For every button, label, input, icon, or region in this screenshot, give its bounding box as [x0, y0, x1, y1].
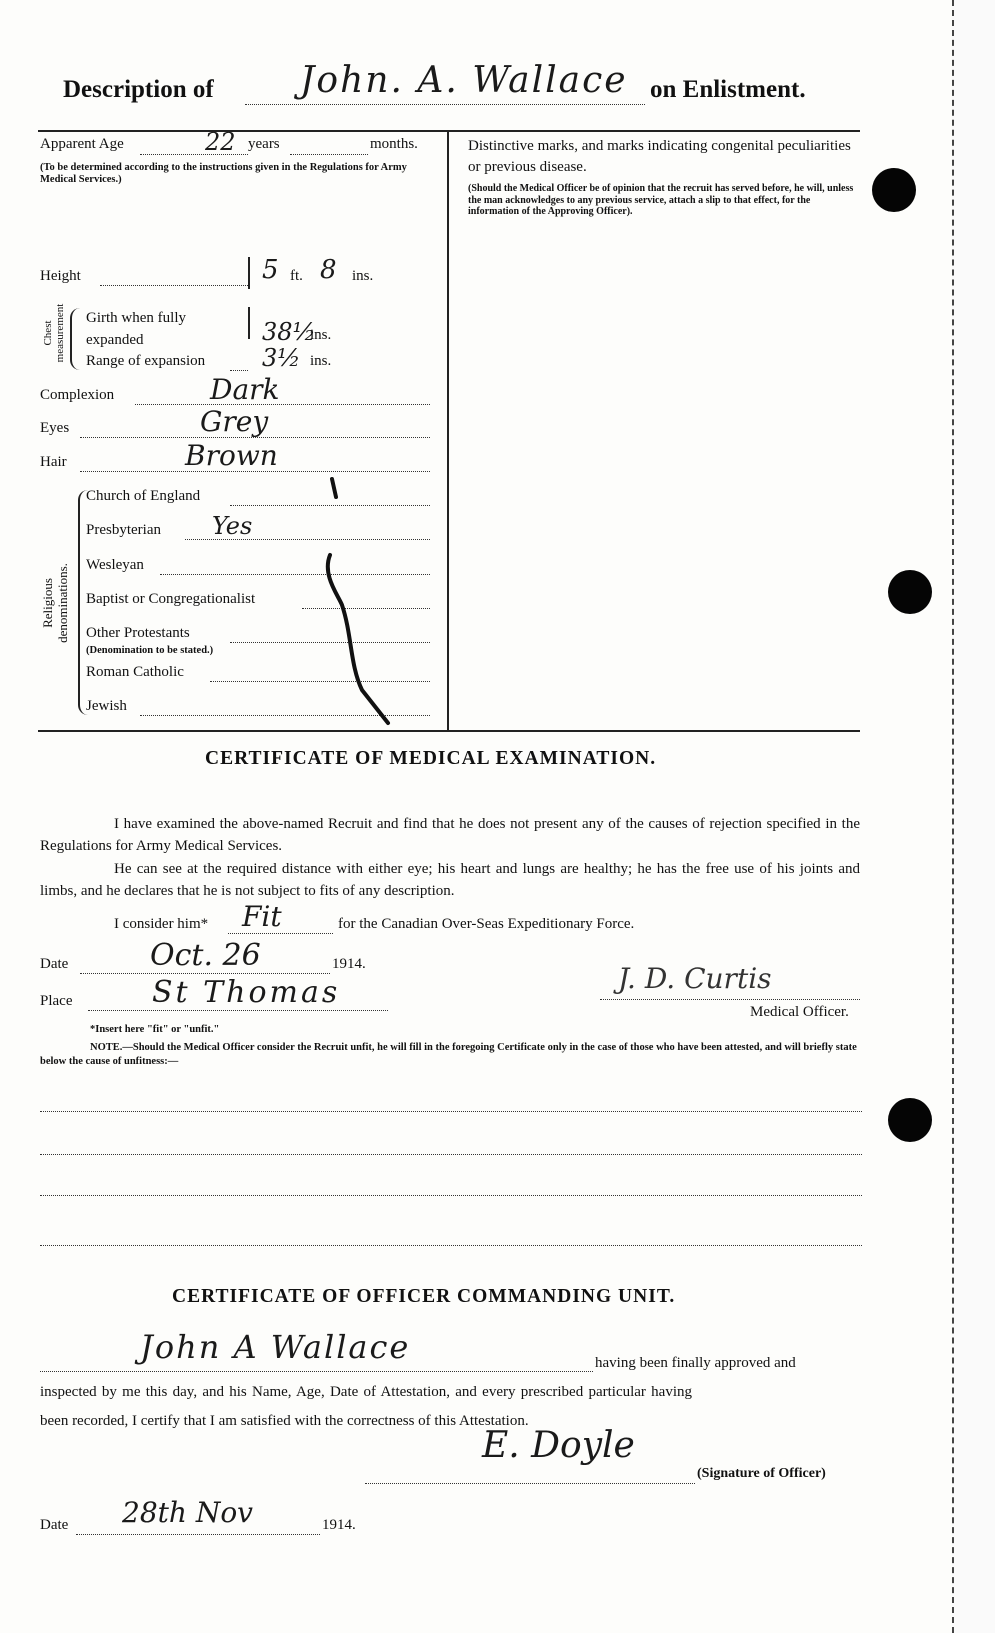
header-rule [38, 130, 860, 132]
fitness-value: Fit [242, 900, 282, 933]
commanding-date-value: 28th Nov [122, 1496, 253, 1529]
religion-presbyterian: Presbyterian [86, 522, 161, 538]
insert-note: *Insert here "fit" or "unfit." [90, 1024, 220, 1035]
girth-value: 38½ [262, 318, 316, 346]
age-value: 22 [205, 128, 236, 156]
age-label: Apparent Age [40, 136, 124, 152]
eyes-label: Eyes [40, 420, 70, 436]
range-label: Range of expansion [86, 353, 206, 369]
religion-roman-catholic: Roman Catholic [86, 664, 184, 680]
height-inches-unit: ins. [352, 268, 374, 284]
height-inches-value: 8 [320, 255, 337, 285]
medical-officer-label: Medical Officer. [750, 1004, 849, 1020]
medical-date-label: Date [40, 956, 69, 972]
hair-value: Brown [185, 439, 278, 472]
religion-wesleyan: Wesleyan [86, 557, 144, 573]
height-dotted-line [100, 285, 248, 286]
chest-side-label: Chest measurement [42, 303, 66, 363]
column-divider [447, 130, 449, 730]
religion-jewish: Jewish [86, 698, 127, 714]
range-dotted-line [230, 370, 248, 371]
medical-date-value: Oct. 26 [150, 938, 261, 973]
punch-hole-top [872, 168, 916, 212]
commanding-date-dotted-line [76, 1534, 320, 1535]
religion-church-of-england: Church of England [86, 488, 201, 504]
medical-signature-dotted-line [600, 999, 860, 1000]
religion-other-protestants: Other Protestants [86, 625, 190, 641]
medical-date-dotted-line [80, 973, 330, 974]
medical-heading: CERTIFICATE OF MEDICAL EXAMINATION. [205, 748, 657, 769]
age-years-label: years [248, 136, 280, 152]
signature-of-officer-label: (Signature of Officer) [697, 1466, 826, 1481]
place-dotted-line [88, 1010, 388, 1011]
girth-label: Girth when fully expanded [86, 310, 186, 348]
complexion-label: Complexion [40, 387, 115, 403]
commanding-signature-dotted-line [365, 1483, 695, 1484]
header-prefix: Description of [63, 76, 214, 103]
recruit-name: John. A. Wallace [300, 60, 628, 101]
commanding-recruit-name: John A Wallace [140, 1328, 411, 1366]
consider-suffix: for the Canadian Over-Seas Expeditionary Force. [338, 916, 635, 932]
religion-presbyterian-value: Yes [212, 512, 253, 540]
age-months-label: months. [370, 136, 418, 152]
consider-dotted-line [228, 933, 333, 934]
unfit-note: NOTE.—Should the Medical Officer consider the Recruit unfit, he will fill in the foregoing Certificate only in the case of those who have been attested, and will briefly state below the cause of unfitness:— [40, 1042, 857, 1067]
marks-title: Distinctive marks, and marks indicating congenital peculiarities or previous disease. [468, 138, 851, 175]
commanding-name-dotted-line [40, 1371, 593, 1372]
height-feet-value: 5 [262, 255, 279, 285]
section-rule [38, 730, 860, 732]
hair-label: Hair [40, 454, 67, 470]
height-label: Height [40, 268, 81, 284]
unfitness-line-3 [40, 1195, 862, 1196]
religion-side-label: Religious denominations. [40, 563, 70, 643]
age-note: (To be determined according to the instructions given in the Regulations for Army Medical Services.) [40, 162, 407, 185]
height-bracket [248, 257, 250, 289]
religion-other-note: (Denomination to be stated.) [86, 645, 214, 656]
medical-date-year: 1914. [332, 956, 366, 972]
punch-hole-middle [888, 570, 932, 614]
commanding-date-year: 1914. [322, 1517, 356, 1533]
commanding-heading: CERTIFICATE OF OFFICER COMMANDING UNIT. [172, 1286, 676, 1307]
unfitness-line-4 [40, 1245, 862, 1246]
religion-pen-stroke [300, 475, 410, 730]
commanding-text-c: been recorded, I certify that I am satisfied with the correctness of this Attestation. [40, 1413, 529, 1429]
height-feet-unit: ft. [290, 268, 303, 284]
commanding-officer-signature: E. Doyle [482, 1425, 635, 1466]
months-dotted-line [290, 154, 368, 155]
unfitness-line-1 [40, 1111, 862, 1112]
eyes-value: Grey [200, 405, 269, 438]
medical-paragraph-2: He can see at the required distance with either eye; his heart and lungs are healthy; he has the free use of his joints and limbs, and he declares that he is not subject to fits of any description. [40, 861, 860, 899]
medical-paragraph-1: I have examined the above-named Recruit and find that he does not present any of the causes of rejection specified in the Regulations for Army Medical Services. [40, 816, 860, 854]
range-value: 3½ [262, 344, 301, 372]
girth-bracket [248, 307, 250, 339]
header-suffix: on Enlistment. [650, 76, 806, 103]
range-unit: ins. [310, 353, 332, 369]
commanding-text-b: inspected by me this day, and his Name, Age, Date of Attestation, and every prescribed particular having [40, 1384, 693, 1400]
girth-unit: ins. [310, 327, 332, 343]
unfitness-line-2 [40, 1154, 862, 1155]
marks-note: (Should the Medical Officer be of opinion that the recruit has served before, he will, unless the man acknowledges to any previous service, attach a slip to that effect, for the information of the Approving Officer). [468, 183, 854, 217]
religion-baptist: Baptist or Congregationalist [86, 591, 256, 607]
complexion-value: Dark [210, 373, 280, 406]
complexion-dotted-line [135, 404, 430, 405]
punch-hole-bottom [888, 1098, 932, 1142]
place-label: Place [40, 993, 73, 1009]
commanding-date-label: Date [40, 1517, 69, 1533]
chest-brace [70, 308, 82, 370]
consider-prefix: I consider him* [114, 916, 209, 932]
page-edge [952, 0, 995, 1633]
commanding-text-a: having been finally approved and [595, 1355, 796, 1371]
medical-officer-signature: J. D. Curtis [618, 962, 772, 995]
place-value: St Thomas [152, 975, 341, 1010]
name-dotted-line [245, 104, 645, 105]
